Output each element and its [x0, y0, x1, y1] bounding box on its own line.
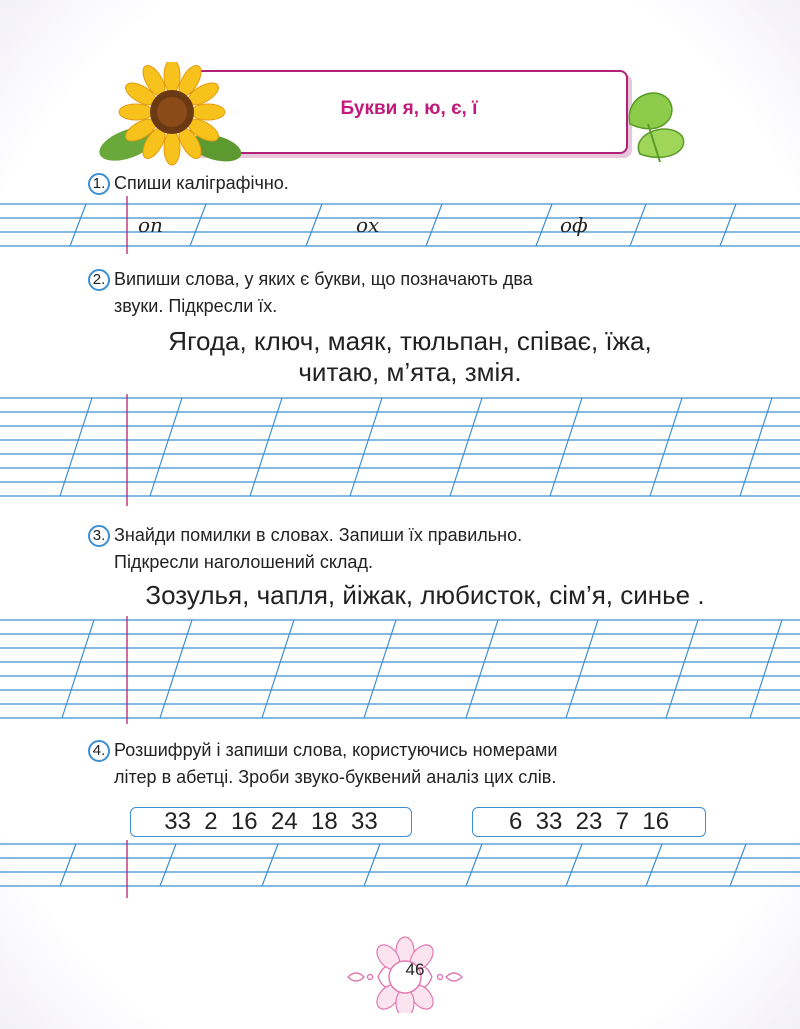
copy-sample: оф — [560, 213, 588, 237]
copy-sample: ох — [356, 213, 380, 237]
code-box: 6 33 23 7 16 — [472, 807, 706, 837]
task-1 — [88, 170, 289, 197]
words-line-3: Зозулья, чапля, йіжак, любисток, сім’я, синье . — [145, 580, 705, 610]
code-box: 33 2 16 24 18 33 — [130, 807, 412, 837]
writing-lines-4 — [0, 840, 800, 902]
task-number: 3. — [88, 525, 110, 547]
writing-lines-1 — [0, 196, 800, 256]
words-line-2: читаю, м’ята, змія. — [298, 357, 522, 387]
task-text: Спиши каліграфічно. — [114, 173, 289, 193]
page-number: 46 — [405, 960, 425, 979]
task-text-line1: Знайди помилки в словах. Запиши їх правильно. — [114, 525, 523, 545]
words-line — [90, 326, 730, 388]
words-line-1: Ягода, ключ, маяк, тюльпан, співає, їжа, — [168, 326, 652, 356]
task-text-line2: літер в абетці. Зроби звуко-буквений аналіз цих слів. — [114, 767, 557, 787]
leaf-icon — [620, 84, 690, 164]
task-number: 4. — [88, 740, 110, 762]
task-text-line1: Розшифруй і запиши слова, користуючись номерами — [114, 740, 558, 760]
copy-sample: оп — [138, 213, 163, 237]
task-4 — [88, 737, 557, 791]
task-text-line1: Випиши слова, у яких є букви, що позначають два — [114, 269, 533, 289]
task-text-line2: звуки. Підкресли їх. — [114, 296, 278, 316]
task-number: 2. — [88, 269, 110, 291]
sunflower-icon — [96, 62, 246, 170]
writing-lines-3 — [0, 616, 800, 728]
task-2 — [88, 266, 533, 320]
task-text-line2: Підкресли наголошений склад. — [114, 552, 373, 572]
writing-lines-2 — [0, 394, 800, 512]
task-number: 1. — [88, 173, 110, 195]
task-3 — [88, 522, 522, 576]
title-box — [190, 70, 628, 154]
page-title: Букви я, ю, є, ї — [340, 98, 478, 119]
